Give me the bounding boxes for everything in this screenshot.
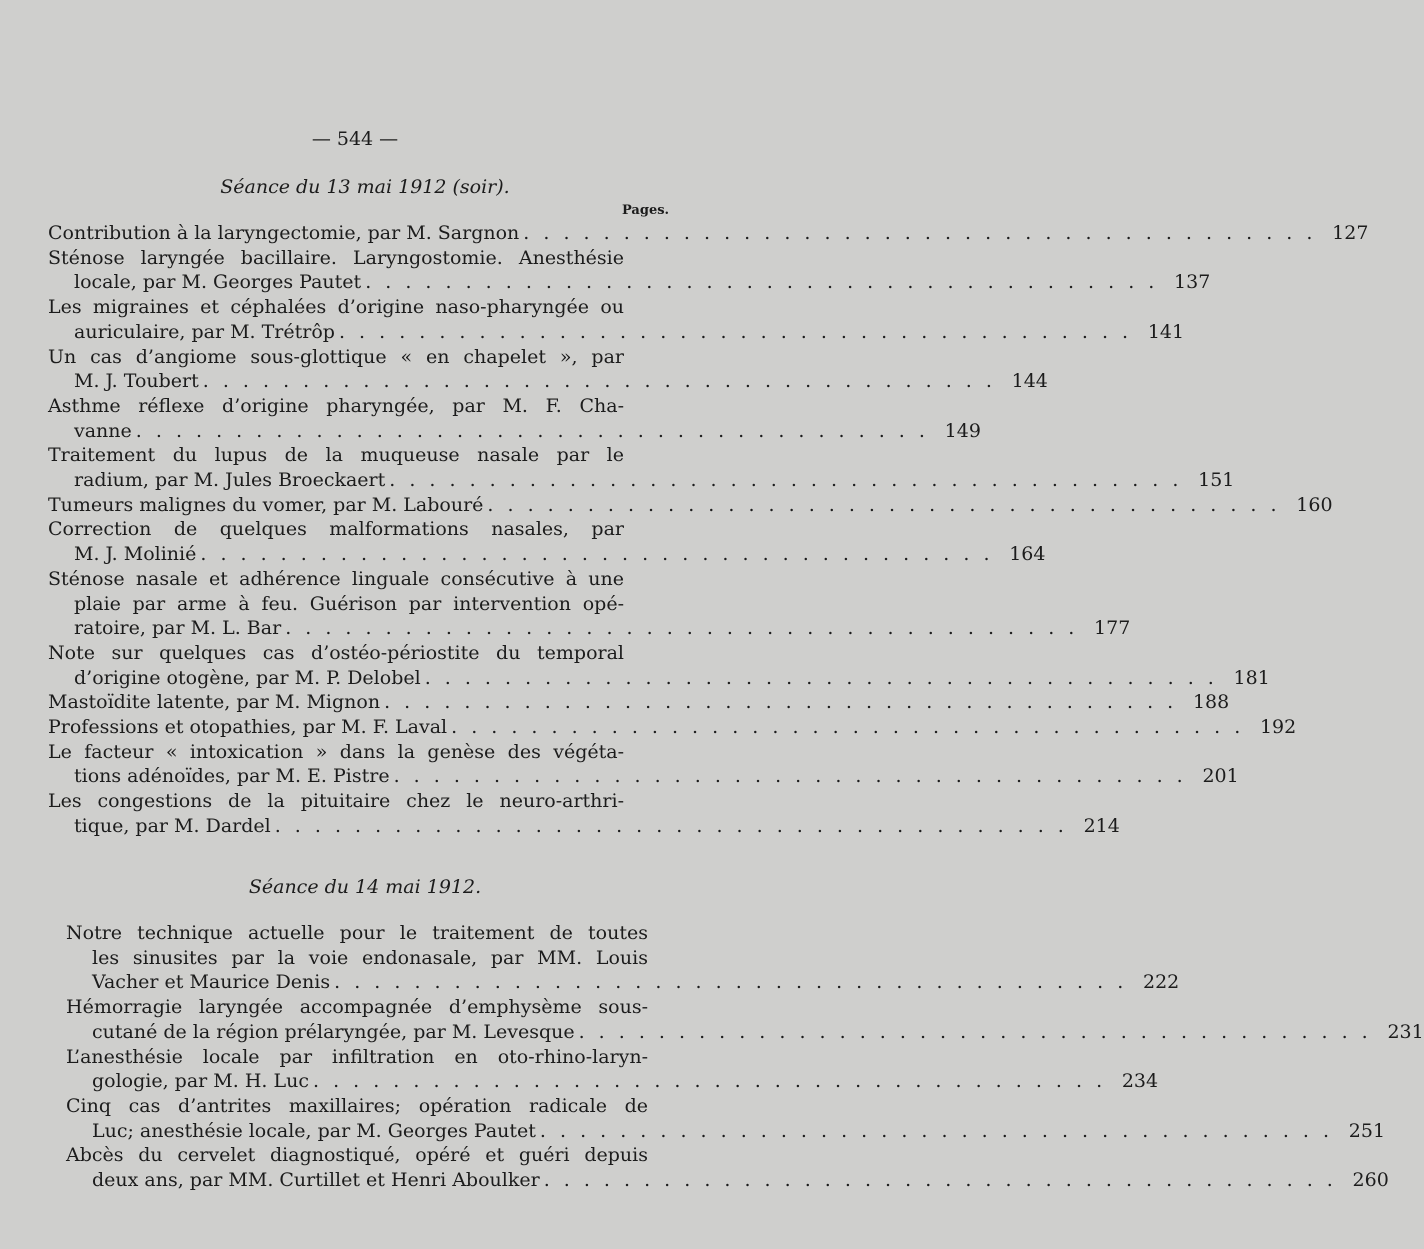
leader-dots: . . . . . . . . . . . . . . . . . . . . . . . . . . . . . . . . . . . . . . . . xyxy=(365,271,1159,294)
leader-dots: . . . . . . . . . . . . . . . . . . . . . . . . . . . . . . . . . . . . . . . . xyxy=(543,1169,1337,1191)
entry-line: M. J. Molinié xyxy=(74,543,197,566)
entry-line: plaie par arme à feu. Guérison par intervention opé- xyxy=(74,592,624,615)
entry-line: Les congestions de la pituitaire chez le neuro-arthri- xyxy=(48,790,624,813)
entry-line: Abcès du cervelet diagnostiqué, opéré et guéri depuis xyxy=(66,1144,648,1167)
toc-entry xyxy=(66,1045,1159,1094)
page-ref: 192 xyxy=(1259,716,1297,738)
page-ref: 127 xyxy=(1332,222,1369,244)
leader-dots: . . . . . . . . . . . . . . . . . . . . . . . . . . . . . . . . . . . . . . . . xyxy=(334,971,1128,994)
leader-dots: . . . . . . . . . . . . . . . . . . . . . . . . . . . . . . . . . . . . . . . . xyxy=(393,765,1187,788)
toc-entry xyxy=(48,221,1369,246)
entry-line: Note sur quelques cas d’ostéo-périostite du temporal xyxy=(48,641,624,664)
page-ref: 144 xyxy=(1011,370,1048,393)
leader-dots: . . . . . . . . . . . . . . . . . . . . . . . . . . . . . . . . . . . . . . . . xyxy=(135,419,929,442)
session-title-14-mai: Séance du 14 mai 1912. xyxy=(248,876,482,898)
page-ref: 141 xyxy=(1147,320,1185,343)
entry-line: tique, par M. Dardel xyxy=(74,814,271,837)
toc-entry xyxy=(48,443,1235,492)
toc-entry xyxy=(48,295,1185,344)
page-ref: 222 xyxy=(1142,971,1180,994)
page-ref: 177 xyxy=(1094,617,1131,640)
toc-entry xyxy=(48,715,1297,740)
page-ref: 214 xyxy=(1083,814,1120,837)
toc-entry xyxy=(48,345,1048,394)
leader-dots: . . . . . . . . . . . . . . . . . . . . . . . . . . . . . . . . . . . . . . . . xyxy=(523,222,1317,244)
toc-entry xyxy=(48,740,1239,789)
toc-entry xyxy=(66,921,1180,995)
entry-line: ratoire, par M. L. Bar xyxy=(74,617,282,640)
toc-entry xyxy=(48,641,1270,690)
toc-entry xyxy=(48,493,1333,518)
entry-line: Luc; anesthésie locale, par M. Georges Pautet xyxy=(92,1119,536,1142)
entry-line: d’origine otogène, par M. P. Delobel xyxy=(74,666,421,689)
entry-line: Sténose nasale et adhérence linguale consécutive à une xyxy=(48,567,624,590)
entry-line: deux ans, par MM. Curtillet et Henri Aboulker xyxy=(92,1169,540,1191)
session-title-13-mai: Séance du 13 mai 1912 (soir). xyxy=(220,176,510,198)
entry-line: Notre technique actuelle pour le traitement de toutes xyxy=(66,922,648,944)
entry-line: auriculaire, par M. Trétrôp xyxy=(74,320,335,343)
leader-dots: . . . . . . . . . . . . . . . . . . . . . . . . . . . . . . . . . . . . . . . . xyxy=(424,666,1218,689)
pages-column-label: Pages. xyxy=(622,203,670,218)
entry-line: Sténose laryngée bacillaire. Laryngostomie. Anesthésie xyxy=(48,246,624,269)
page-ref: 164 xyxy=(1009,543,1046,566)
page-ref: 251 xyxy=(1348,1119,1386,1142)
entry-line: Asthme réflexe d’origine pharyngée, par M. F. Cha- xyxy=(48,394,624,417)
page-ref: 234 xyxy=(1121,1070,1159,1093)
page-ref: 137 xyxy=(1174,271,1211,294)
entry-line: Traitement du lupus de la muqueuse nasale par le xyxy=(48,444,624,467)
leader-dots: . . . . . . . . . . . . . . . . . . . . . . . . . . . . . . . . . . . . . . . . xyxy=(200,543,994,566)
entry-line: M. J. Toubert xyxy=(74,370,199,393)
entry-line: les sinusites par la voie endonasale, par MM. Louis xyxy=(92,946,648,969)
leader-dots: . . . . . . . . . . . . . . . . . . . . . . . . . . . . . . . . . . . . . . . . xyxy=(312,1070,1107,1093)
leader-dots: . . . . . . . . . . . . . . . . . . . . . . . . . . . . . . . . . . . . . . . . xyxy=(384,691,1178,714)
toc-entry xyxy=(48,394,981,443)
entry-line: Cinq cas d’antrites maxillaires; opération radicale de xyxy=(66,1094,648,1117)
leader-dots: . . . . . . . . . . . . . . . . . . . . . . . . . . . . . . . . . . . . . . . . xyxy=(389,469,1183,491)
entry-line: Hémorragie laryngée accompagnée d’emphysème sous- xyxy=(66,996,648,1019)
entry-line: Vacher et Maurice Denis xyxy=(92,971,331,994)
entry-line: radium, par M. Jules Broeckaert xyxy=(74,469,386,491)
page-ref: 160 xyxy=(1296,493,1333,516)
leader-dots: . . . . . . . . . . . . . . . . . . . . . . . . . . . . . . . . . . . . . . . . xyxy=(338,320,1133,343)
entry-line: Un cas d’angiome sous-glottique « en chapelet », par xyxy=(48,345,624,368)
page-ref: 188 xyxy=(1192,691,1230,714)
toc-entry xyxy=(48,246,1211,295)
entry-line: vanne xyxy=(74,419,132,442)
page-ref: 231 xyxy=(1387,1020,1424,1043)
leader-dots: . . . . . . . . . . . . . . . . . . . . . . . . . . . . . . . . . . . . . . . . xyxy=(285,617,1079,640)
page-ref: 260 xyxy=(1352,1169,1389,1191)
entry-line: gologie, par M. H. Luc xyxy=(92,1070,309,1093)
toc-entry xyxy=(48,690,1230,715)
entry-line: Professions et otopathies, par M. F. Laval xyxy=(48,716,448,738)
leader-dots: . . . . . . . . . . . . . . . . . . . . . . . . . . . . . . . . . . . . . . . . xyxy=(202,370,996,393)
page-number: — 544 — xyxy=(311,128,399,150)
toc-entry xyxy=(48,517,1046,566)
page-ref: 201 xyxy=(1202,765,1239,788)
entry-line: cutané de la région prélaryngée, par M. Levesque xyxy=(92,1020,575,1043)
entry-line: Les migraines et céphalées d’origine naso-pharyngée ou xyxy=(48,296,624,319)
toc-entry xyxy=(66,1143,1389,1192)
toc-entry xyxy=(48,567,1131,641)
page-ref: 151 xyxy=(1198,469,1235,491)
entry-line: Le facteur « intoxication » dans la genèse des végéta- xyxy=(48,740,624,763)
entry-line: L’anesthésie locale par infiltration en oto-rhino-laryn- xyxy=(66,1045,648,1068)
page-ref: 149 xyxy=(944,419,981,442)
page-ref: 181 xyxy=(1233,666,1270,689)
entry-line: Correction de quelques malformations nasales, par xyxy=(48,518,624,541)
leader-dots: . . . . . . . . . . . . . . . . . . . . . . . . . . . . . . . . . . . . . . . . xyxy=(487,493,1281,516)
entry-line: Mastoïdite latente, par M. Mignon xyxy=(48,691,381,714)
toc-entry xyxy=(66,1094,1386,1143)
leader-dots: . . . . . . . . . . . . . . . . . . . . . . . . . . . . . . . . . . . . . . . . xyxy=(578,1020,1372,1043)
entry-line: locale, par M. Georges Pautet xyxy=(74,271,362,294)
entry-line: Tumeurs malignes du vomer, par M. Labouré xyxy=(48,493,484,516)
entry-line: Contribution à la laryngectomie, par M. Sargnon xyxy=(48,222,520,244)
leader-dots: . . . . . . . . . . . . . . . . . . . . . . . . . . . . . . . . . . . . . . . . xyxy=(539,1119,1334,1142)
entry-line: tions adénoïdes, par M. E. Pistre xyxy=(74,765,390,788)
toc-entry xyxy=(48,789,1120,838)
toc-entry xyxy=(66,995,1424,1044)
leader-dots: . . . . . . . . . . . . . . . . . . . . . . . . . . . . . . . . . . . . . . . . xyxy=(451,716,1245,738)
leader-dots: . . . . . . . . . . . . . . . . . . . . . . . . . . . . . . . . . . . . . . . . xyxy=(274,814,1068,837)
